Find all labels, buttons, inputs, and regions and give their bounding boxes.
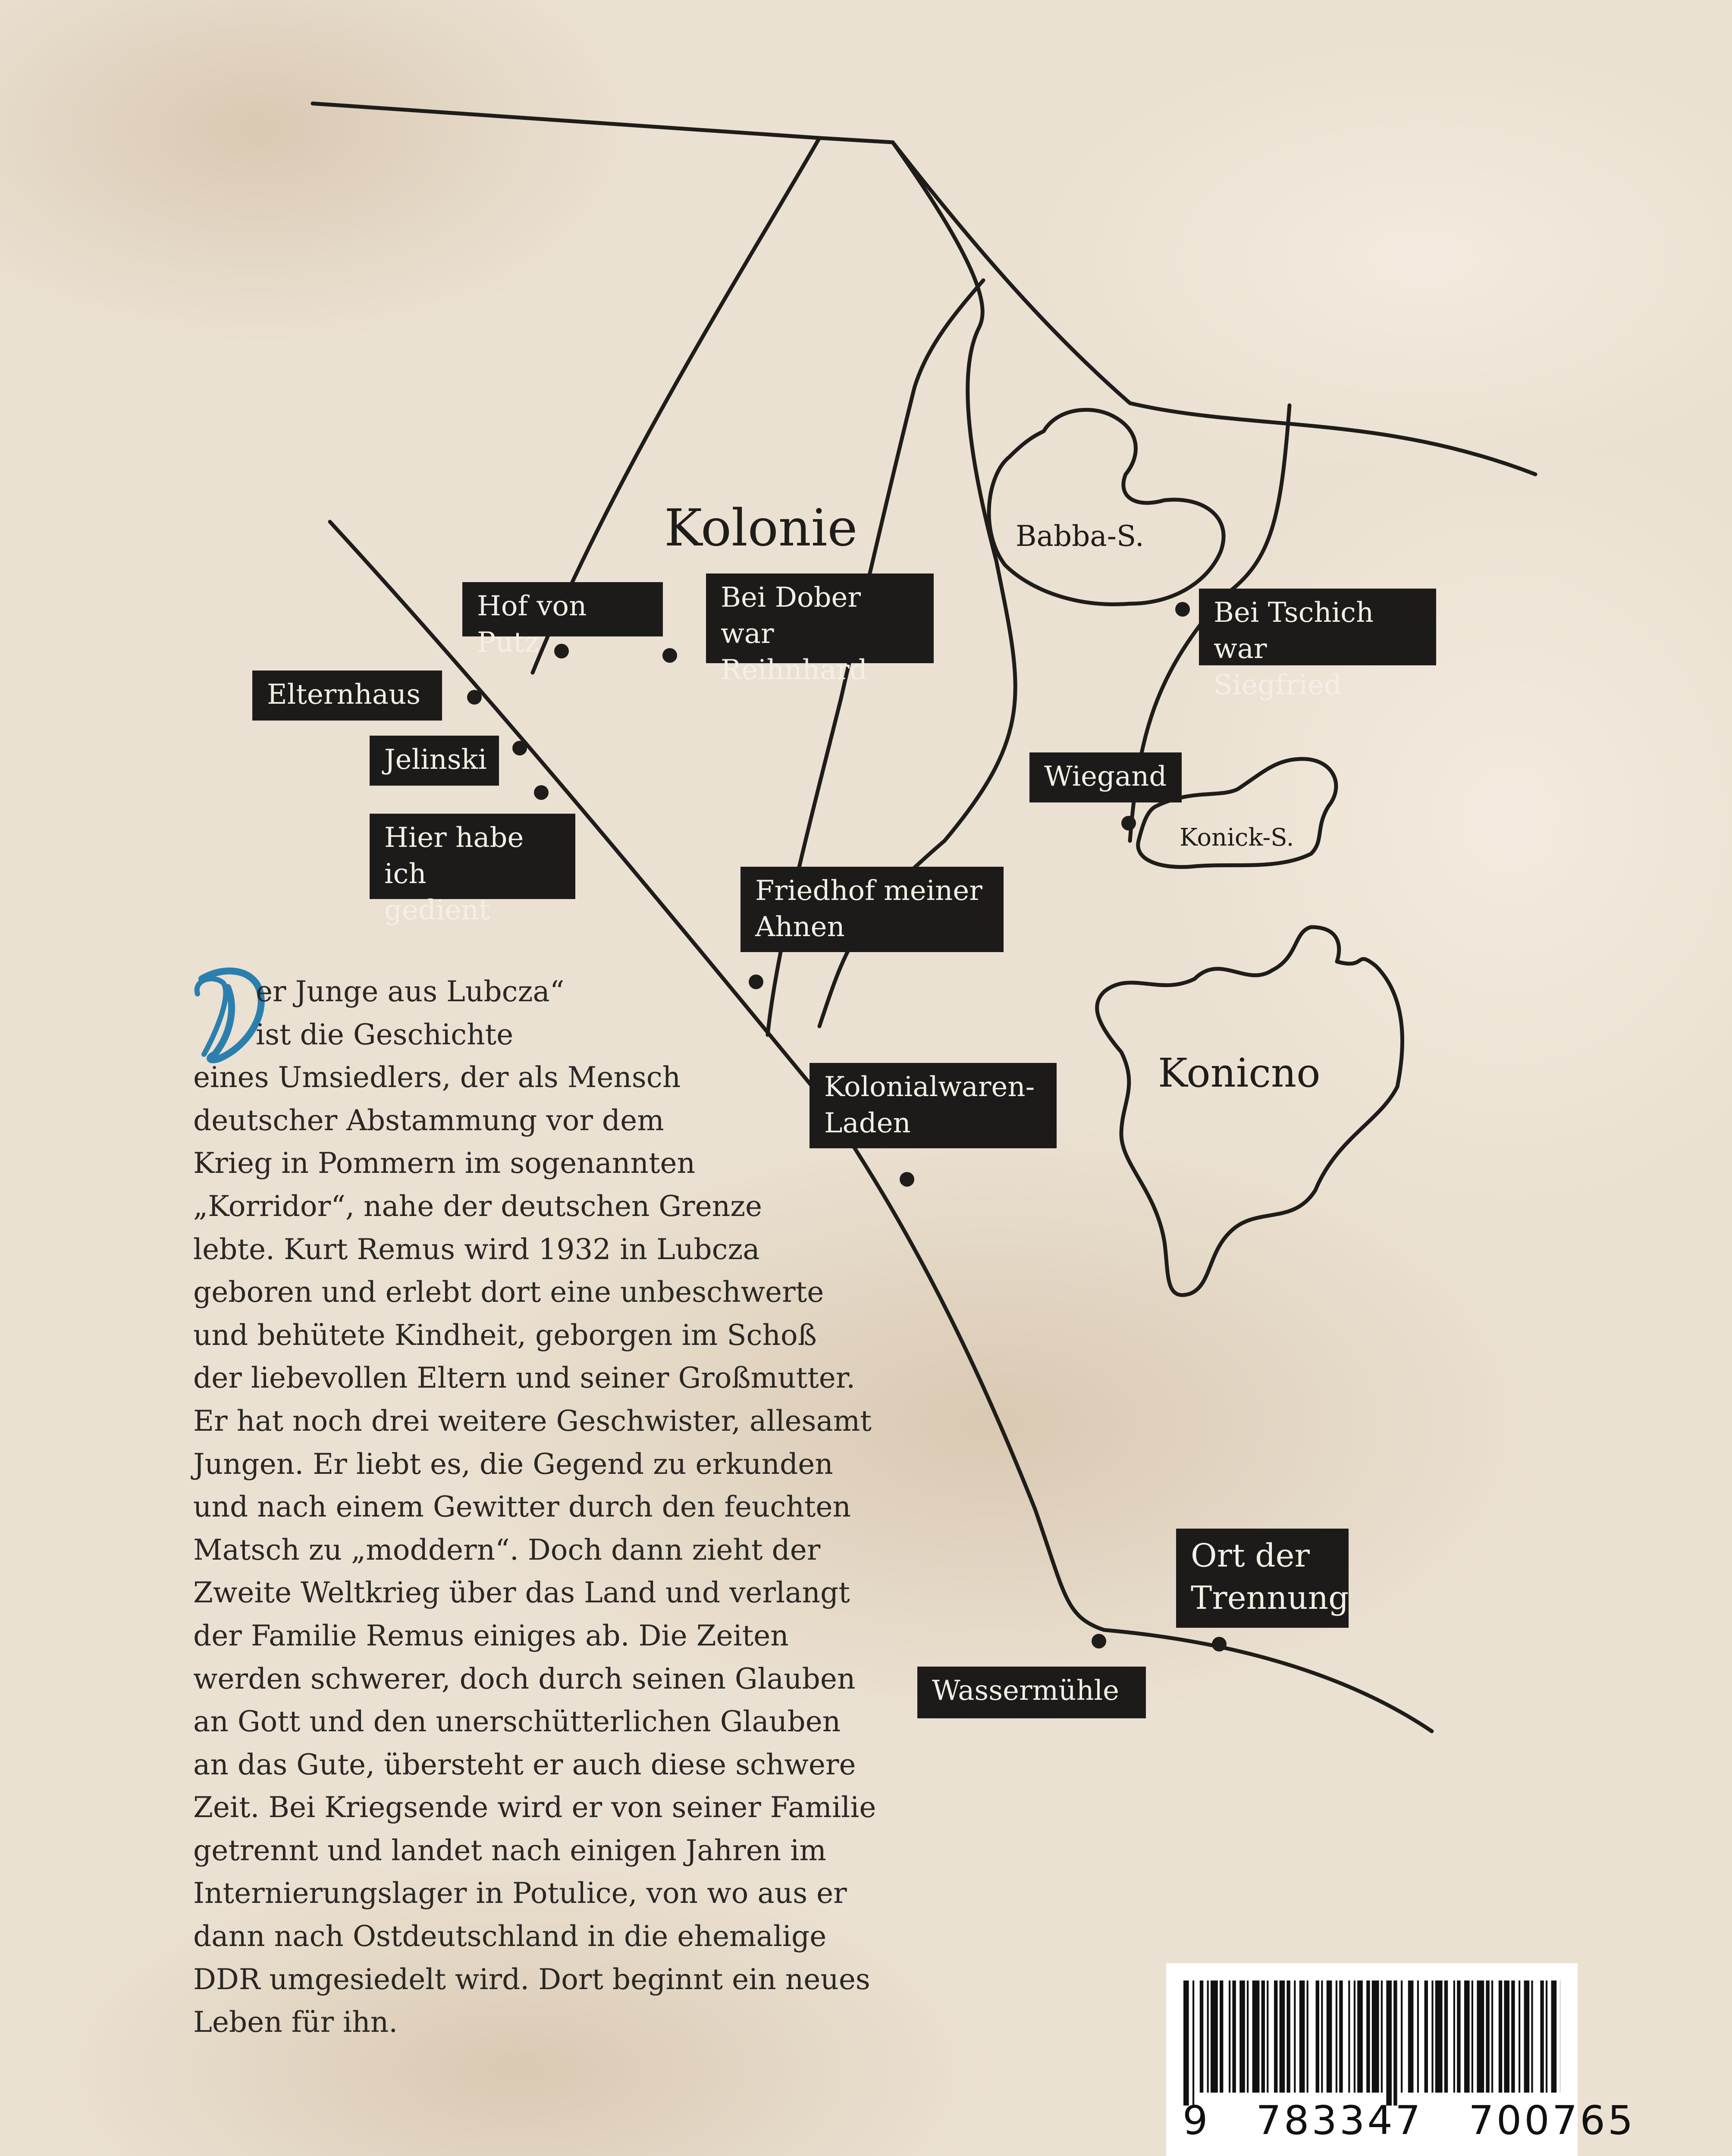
barcode-bar xyxy=(1339,1981,1343,2093)
dot-wassermuehle xyxy=(1092,1634,1106,1648)
barcode-bar xyxy=(1457,1981,1460,2093)
barcode-bar xyxy=(1499,1981,1502,2093)
barcode-bar xyxy=(1286,1981,1290,2093)
barcode-bar xyxy=(1354,1981,1355,2093)
barcode-bar xyxy=(1316,1981,1319,2093)
barcode-bar xyxy=(1435,1981,1443,2093)
barcode-bar xyxy=(1551,1981,1557,2093)
barcode-bar xyxy=(1408,1981,1414,2093)
lake-label-babba: Babba-S. xyxy=(1016,520,1144,553)
barcode-bar xyxy=(1267,1981,1268,2093)
barcode-bar xyxy=(1211,1981,1218,2093)
dot-wiegand xyxy=(1121,816,1136,830)
barcode-bar xyxy=(1252,1981,1260,2093)
lake-label-konick: Konick-S. xyxy=(1180,824,1294,852)
barcode-bar xyxy=(1504,1981,1509,2093)
dot-tschich xyxy=(1175,602,1190,617)
area-label-kolonie: Kolonie xyxy=(664,498,858,558)
barcode-bar xyxy=(1200,1981,1203,2093)
barcode-bar xyxy=(1393,1981,1397,2106)
barcode-bar xyxy=(1524,1981,1530,2093)
blurb-line-2: ist die Geschichte xyxy=(256,1018,514,1051)
label-ort-der-trennung: Ort der Trennung xyxy=(1176,1529,1349,1628)
barcode-bar xyxy=(1453,1981,1455,2093)
barcode-bar xyxy=(1247,1981,1249,2093)
barcode-bar xyxy=(1464,1981,1470,2093)
road-top-border xyxy=(313,103,1535,474)
dot-dober xyxy=(662,648,677,663)
barcode-bar xyxy=(1486,1981,1489,2093)
barcode-bar xyxy=(1401,1981,1403,2093)
barcode-bar xyxy=(1357,1981,1363,2093)
barcode-bar xyxy=(1336,1981,1337,2093)
blurb-text: er Junge aus Lubcza“ ist die Geschichte eines Umsiedlers, der als Mensch deutscher Abstammung vor dem Krieg in Pommern im sogenannten „Korridor“, nahe der deutschen Grenze lebte. Kurt Remus wird 1932 in Lubcza geboren und erlebt dort eine unbeschwerte und behütete Kindheit, geborgen im Schoß der liebevollen Eltern und seiner Großmutter. Er hat noch drei weitere Geschwister, allesamt Jungen. Er liebt es, die Gegend zu erkunden und nach einem Gewitter durch den feuchten Matsch zu „moddern“. Doch dann zieht der Zweite Weltkrieg über das Land und verlangt der Familie Remus einiges ab. Die Zeiten werden schwerer, doch durch seinen Glauben an Gott und den unerschütterlichen Glauben an das Gute, übersteht er auch diese schwere Zeit. Bei Kriegsende wird er von seiner Familie getrennt und landet nach einigen Jahren im Internierungslager in Potulice, von wo aus er dann nach Ostdeutschland in die ehemalige DDR umgesiedelt wird. Dort beginnt ein neues Leben für ihn. xyxy=(193,975,876,2039)
barcode-bar xyxy=(1192,1981,1194,2106)
barcode-bar xyxy=(1372,1981,1379,2093)
barcode-bar xyxy=(1261,1981,1265,2093)
dot-trennung xyxy=(1212,1637,1227,1651)
label-hof-von-putz: Hof von Putz xyxy=(462,582,663,636)
barcode-bar xyxy=(1183,1981,1189,2106)
dot-hof-von-putz xyxy=(554,644,569,658)
barcode-bar xyxy=(1417,1981,1419,2093)
barcode-bar xyxy=(1546,1981,1547,2093)
label-kolonialwaren-laden: Kolonialwaren- Laden xyxy=(810,1063,1057,1148)
label-jelinski: Jelinski xyxy=(370,736,499,786)
barcode-bar xyxy=(1540,1981,1544,2093)
barcode-bar xyxy=(1220,1981,1223,2093)
dot-gedient xyxy=(534,785,549,800)
barcode-bar xyxy=(1294,1981,1296,2093)
barcode-bar xyxy=(1348,1981,1350,2093)
barcode-bar xyxy=(1229,1981,1230,2093)
barcode-bar xyxy=(1207,1981,1209,2093)
barcode-bar xyxy=(1280,1981,1285,2093)
barcode-bar xyxy=(1511,1981,1515,2093)
isbn-group-1: 783347 xyxy=(1256,2097,1423,2143)
label-wiegand: Wiegand xyxy=(1029,752,1182,802)
isbn-group-2: 700765 xyxy=(1468,2097,1636,2143)
barcode-bar xyxy=(1444,1981,1448,2093)
area-label-konicno: Konicno xyxy=(1158,1050,1321,1096)
barcode-bar xyxy=(1327,1981,1332,2093)
lake-babba xyxy=(989,410,1224,604)
isbn-prefix: 9 xyxy=(1183,2097,1211,2143)
dot-elternhaus xyxy=(467,690,482,705)
barcode-bar xyxy=(1425,1981,1428,2093)
barcode-bar xyxy=(1531,1981,1533,2093)
back-cover-blurb xyxy=(193,970,987,2044)
label-dober-reihnhard: Bei Dober war Reihnhard xyxy=(706,573,934,663)
barcode-bar xyxy=(1491,1981,1493,2093)
blurb-first-line: er Junge aus Lubcza“ xyxy=(256,975,565,1008)
barcode-bar xyxy=(1386,1981,1392,2106)
barcode-bar xyxy=(1307,1981,1308,2093)
label-tschich-siegfried: Bei Tschich war Siegfried xyxy=(1199,589,1436,665)
label-elternhaus: Elternhaus xyxy=(252,671,442,721)
barcode-bar xyxy=(1299,1981,1305,2093)
lake-konicno xyxy=(1097,927,1403,1295)
barcode-bar xyxy=(1381,1981,1383,2093)
barcode-bar xyxy=(1431,1981,1433,2093)
barcode-bar xyxy=(1239,1981,1245,2093)
isbn-barcode xyxy=(1166,1963,1636,2156)
barcode-bar xyxy=(1274,1981,1277,2093)
barcode-bar xyxy=(1232,1981,1236,2093)
label-friedhof-ahnen: Friedhof meiner Ahnen xyxy=(740,867,1004,952)
barcode-bar xyxy=(1477,1981,1484,2093)
label-hier-gedient: Hier habe ich gedient xyxy=(370,814,575,899)
barcode-bar xyxy=(1472,1981,1473,2093)
barcode-bar xyxy=(1321,1981,1323,2093)
label-wassermuehle: Wassermühle xyxy=(917,1667,1146,1718)
dot-jelinski xyxy=(512,741,527,755)
isbn-number xyxy=(1183,2097,1636,2143)
barcode-bar xyxy=(1519,1981,1520,2093)
barcode-bars xyxy=(1183,1981,1560,2106)
barcode-bar xyxy=(1366,1981,1370,2093)
